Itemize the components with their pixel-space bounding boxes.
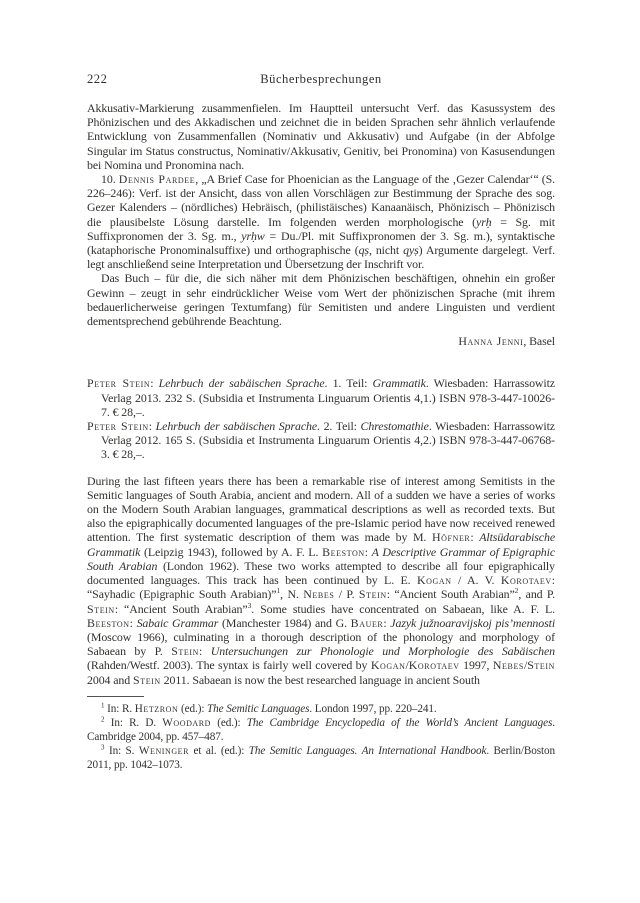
page-body: [87, 101, 555, 772]
review-continuation-paragraph: Akkusativ-Markierung zusammenfielen. Im Hauptteil untersucht Verf. das Kasussystem des Phönizischen und des Akkadischen und zeichnet die in beiden Sprachen sehr ähnlich verlaufende Entwicklung von Zusammenfallen (Nominativ und Akkusativ) und Aufgabe (in der Abfolge Singular im Status constructus, Nominativ/Akkusativ, Genitiv, bei Pronomina) von Kasusendungen bei Nomina und Pronomina nach.: [87, 101, 555, 172]
review-conclusion-paragraph: Das Buch – für die, die sich näher mit dem Phönizischen beschäftigen, ohnehin ein großer Gewinn – zeugt in sehr eindrücklicher Weise vom Wert der phönizischen Sprache (mit ihrem bedauerlicherweise geringen Textumfang) für Semitisten und andere Linguisten und verdient dementsprechend gebührende Beachtung.: [87, 271, 555, 329]
page-number: 222: [87, 72, 108, 86]
footnote-separator-rule: [87, 696, 144, 697]
running-head: [87, 72, 555, 87]
reviewer-signature: Hanna Jenni, Basel: [458, 334, 555, 349]
bibliography-entry: Peter Stein: Lehrbuch der sabäischen Sprache. 2. Teil: Chrestomathie. Wiesbaden: Harrassowitz Verlag 2012. 165 S. (Subsidia et Instrumenta Linguarum Orientis 4,2.) ISBN 978-3-447-06768-3. € 28,–.: [87, 419, 555, 462]
review-body-paragraph: During the last fifteen years there has been a remarkable rise of interest among Semitists in the Semitic languages of South Arabia, ancient and modern. All of a sudden we have a series of works on the Modern South Arabian languages, grammatical descriptions as well as recorded texts. But also the epigraphically documented languages of the pre-Islamic period have now received renewed attention. The first systematic description of them was made by M. Höfner: Altsüdarabische Grammatik (Leipzig 1943), followed by A. F. L. Beeston: A Descriptive Grammar of Epigraphic South Arabian (London 1962). These two works attempted to describe all four epigraphically documented languages. This track has been continued by L. E. Kogan / A. V. Korotaev: “Sayhadic (Epigraphic South Arabian)”$^1$, N. Nebes / P. Stein: “Ancient South Arabian”$^2$, and P. Stein: “Ancient South Arabian”$^3$. Some studies have concentrated on Sabaean, like A. F. L. Beeston: Sabaic Grammar (Manchester 1984) and G. Bauer: Jazyk južnoaravijskoj pis’mennosti (Moscow 1966), culminating in a thorough description of the phonology and morphology of Sabaean by P. Stein: Untersuchungen zur Phonologie und Morphologie des Sabäischen (Rahden/Westf. 2003). The syntax is fairly well covered by Kogan/Korotaev 1997, Nebes/Stein 2004 and Stein 2011. Sabaean is now the best researched language in ancient South: [87, 473, 556, 687]
footnotes-section: [87, 696, 555, 772]
review-item-10-paragraph: 10. Dennis Pardee, „A Brief Case for Phoenician as the Language of the ‚Gezer Calendar‘“ (S. 226–246): Verf. ist der Ansicht, dass von allen Vorschlägen zur Bestimmung der Sprache des sog. Gezer Kalenders – (nördliches) Hebräisch, (philistäisches) Kanaanäisch, Phönizisch – Phönizisch die plausibelste Lösung darstelle. Im folgenden werden morphologische (yrḥ = Sg. mit Suffixpronomen der 3. Sg. m., yrḥw = Du./Pl. mit Suffixpronomen der 3. Sg. m.), syntaktische (kataphorische Pronominalsuffixe) und orthographische (qṣ, nicht qyṣ) Argumente dargelegt. Verf. legt anschließend seine Interpretation und Übersetzung der Inschrift vor.: [87, 172, 555, 272]
footnote: $^1$ In: R. Hetzron (ed.): The Semitic Languages. London 1997, pp. 220–241.: [101, 700, 437, 715]
footnote: $^2$ In: R. D. Woodard (ed.): The Cambridge Encyclopedia of the World’s Ancient Languages. Cambridge 2004, pp. 457–487.: [87, 714, 555, 743]
footnote: $^3$ In: S. Weninger et al. (ed.): The Semitic Languages. An International Handbook. Berlin/Boston 2011, pp. 1042–1073.: [87, 742, 556, 771]
bibliography-entry: Peter Stein: Lehrbuch der sabäischen Sprache. 1. Teil: Grammatik. Wiesbaden: Harrassowitz Verlag 2013. 232 S. (Subsidia et Instrumenta Linguarum Orientis 4,1.) ISBN 978-3-447-10026-7. € 28,–.: [87, 376, 555, 419]
document-page: [87, 72, 555, 772]
review-phoenician-section: [87, 101, 555, 348]
review-sabaic-section: [87, 474, 555, 687]
bibliography-section: [87, 376, 555, 461]
running-head-title: Bücherbesprechungen: [260, 72, 382, 86]
